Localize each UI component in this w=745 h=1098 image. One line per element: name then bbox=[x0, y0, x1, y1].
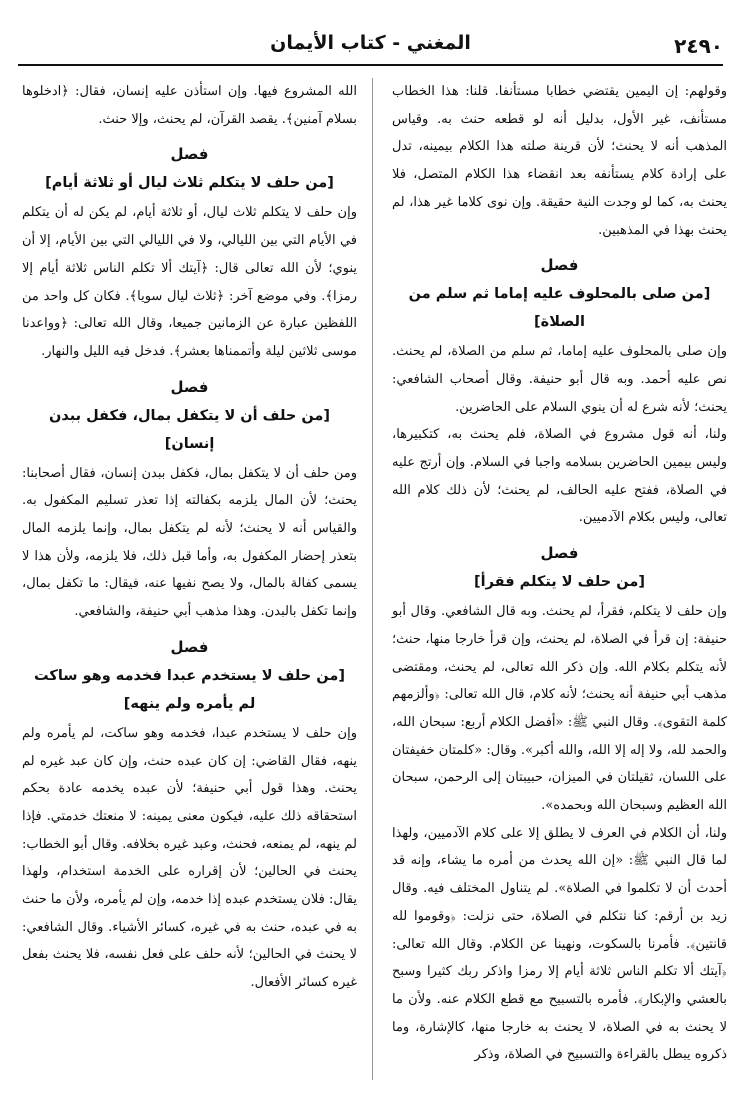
paragraph: وإن حلف لا يتكلم، فقرأ، لم يحنث. وبه قال الشافعي. وقال أبو حنيفة: إن قرأ في الصلاة، لم يحنث، وإن قرأ خارجا منها، حنث؛ لأنه يتكلم بكلام الله. وإن ذكر الله تعالى، لم يحنث، ومقتضى مذهب أبي حنيفة أنه يحنث؛ لأنه كلام، قال الله تعالى: ﴿وألزمهم كلمة التقوى﴾. وقال النبي ﷺ: «أفضل الكلام أربع: سبحان الله، والحمد لله، ولا إله إلا الله، والله أكبر». وقال: «كلمتان خفيفتان على اللسان، ثقيلتان في الميزان، حبيبتان إلى الرحمن، سبحان الله العظيم وسبحان الله وبحمده». bbox=[392, 604, 727, 814]
section-title: [من حلف لا يتكلم ثلاث ليال أو ثلاثة أيام] bbox=[45, 175, 334, 192]
section-title: [من حلف لا يتكلم فقرأ] bbox=[474, 574, 645, 591]
section-heading: فصل bbox=[170, 377, 209, 396]
section-heading: فصل bbox=[540, 256, 579, 275]
section-title-line-1: [من حلف لا يستخدم عبدا فخدمه وهو ساكت bbox=[34, 667, 345, 684]
paragraph: وإن حلف لا يستخدم عبدا، فخدمه وهو ساكت، لم يأمره ولم ينهه، فقال القاضي: إن كان عبده حنث، وإن كان عبد غيره لم يحنث. وهذا قول أبي حنيفة؛ لأن عبده يخدمه عادة بحكم استحقاقه ذلك عليه، فيكون معنى يمينه: لا منعتك خدمتي. فإذا لم ينهه، لم يمنعه، فحنث، وعبد غيره بخلافه. وقال أبو الخطاب: يحنث في الحالين؛ لأن إقراره على الخدمة استخدام، ولهذا يقال: فلان يستخدم عبده إذا خدمه، وإن لم يأمره، ولأن ما حنث به في عبده، حنث به في غيره، كسائر الأشياء. وقال الشافعي: لا يحنث في الحالين؛ لأنه حلف على فعل نفسه، فلا يحنث بفعل غيره كسائر الأفعال. bbox=[22, 725, 357, 991]
page-header bbox=[18, 30, 723, 66]
section-heading: فصل bbox=[170, 637, 209, 656]
paragraph: ولنا، أن الكلام في العرف لا يطلق إلا على كلام الآدميين، ولهذا لما قال النبي ﷺ: «إن الله يحدث من أمره ما يشاء، وإنه قد أحدث أن لا تكلموا في الصلاة». لم يتناول المختلف فيه. وقال زيد بن أرقم: كنا نتكلم في الصلاة، حتى نزلت: ﴿وقوموا لله قانتين﴾. فأمرنا بالسكوت، ونهينا عن الكلام. وقال الله تعالى: ﴿آيتك ألا تكلم الناس ثلاثة أيام إلا رمزا واذكر ربك كثيرا وسبح بالعشي والإبكار﴾. فأمره بالتسبيح مع قطع الكلام عنه. ولأن ما لا يحنث به في الصلاة، لا يحنث به خارجا منها، كالإشارة، وما ذكروه يبطل بالقراءة والتسبيح في الصلاة، وذكر bbox=[392, 825, 727, 1063]
section-title: [من صلى بالمحلوف عليه إماما ثم سلم من الصلاة] bbox=[408, 286, 711, 331]
section-title bbox=[22, 662, 357, 718]
section-title: [من حلف أن لا يتكفل بمال، فكفل ببدن إنسان] bbox=[48, 407, 331, 452]
section-title-line-2: لم يأمره ولم ينهه] bbox=[123, 695, 256, 712]
paragraph: وقولهم: إن اليمين يقتضي خطابا مستأنفا. قلنا: هذا الخطاب مستأنف، غير الأول، بدليل أنه لو قطعه حنث به. وقياس المذهب أنه لا يحنث؛ لأن قرينة صلته هذا الكلام بيمينه، تدل على إرادة كلام يستأنفه بعد انقضاء هذا الكلام المتصل، فلا يحنث به، كما لو وجدت النية حقيقة. وإن نوى كلاما غير هذا، لم يحنث بهذا في المذهبين. bbox=[392, 84, 727, 238]
column-divider bbox=[372, 78, 373, 1080]
paragraph: ولنا، أنه قول مشروع في الصلاة، فلم يحنث به، كتكبيرها، وليس بيمين الحاضرين بسلامه واجبا في السلام. وإن أرتج عليه في الصلاة، ففتح عليه الحالف، لم يحنث؛ لأن ذلك كلام الله تعالى، وليس بكلام الآدميين. bbox=[392, 427, 727, 526]
paragraph: ومن حلف أن لا يتكفل بمال، فكفل ببدن إنسان، فقال أصحابنا: يحنث؛ لأن المال يلزمه بكفالته إذا تعذر تسليم المكفول به. والقياس أنه لا يحنث؛ لأنه لم يتكفل بمال، وإنما يلزمه المال بتعذر إحضار المكفول به، وأما قبل ذلك، فلا يلزمه، ولأن هذا لا يسمى كفالة بالمال، ولا يصح نفيها عنه، فيقال: ما تكفل بمال، وإنما تكفل بالبدن. وهذا مذهب أبي حنيفة، والشافعي. bbox=[22, 465, 357, 620]
right-column bbox=[392, 78, 727, 1069]
left-column bbox=[22, 78, 357, 997]
section-heading: فصل bbox=[540, 544, 579, 563]
paragraph: وإن صلى بالمحلوف عليه إماما، ثم سلم من الصلاة، لم يحنث. نص عليه أحمد. وبه قال أبو حنيفة. وقال أصحاب الشافعي: يحنث؛ لأنه شرع له أن ينوي السلام على الحاضرين. bbox=[392, 344, 727, 415]
paragraph: وإن حلف لا يتكلم ثلاث ليال، أو ثلاثة أيام، لم يكن له أن يتكلم في الأيام التي بين الليالي، ولا في الليالي التي بين الأيام، إلا أن ينوي؛ لأن الله تعالى قال: ﴿آيتك ألا تكلم الناس ثلاثة أيام إلا رمزا﴾. وفي موضع آخر: ﴿ثلاث ليال سويا﴾. فكان كل واحد من اللفظين عبارة عن الزمانين جميعا، وقال الله تعالى: ﴿وواعدنا موسى ثلاثين ليلة وأتممناها بعشر﴾. فدخل فيه الليل والنهار. bbox=[22, 205, 357, 359]
page-number: ٢٤٩٠ bbox=[674, 34, 723, 58]
section-heading: فصل bbox=[170, 145, 209, 164]
running-title: المغني - كتاب الأيمان bbox=[270, 32, 471, 54]
paragraph: الله المشروع فيها. وإن استأذن عليه إنسان، فقال: ﴿ادخلوها بسلام آمنين﴾. يقصد القرآن، لم يحنث، وإلا حنث. bbox=[22, 84, 357, 127]
